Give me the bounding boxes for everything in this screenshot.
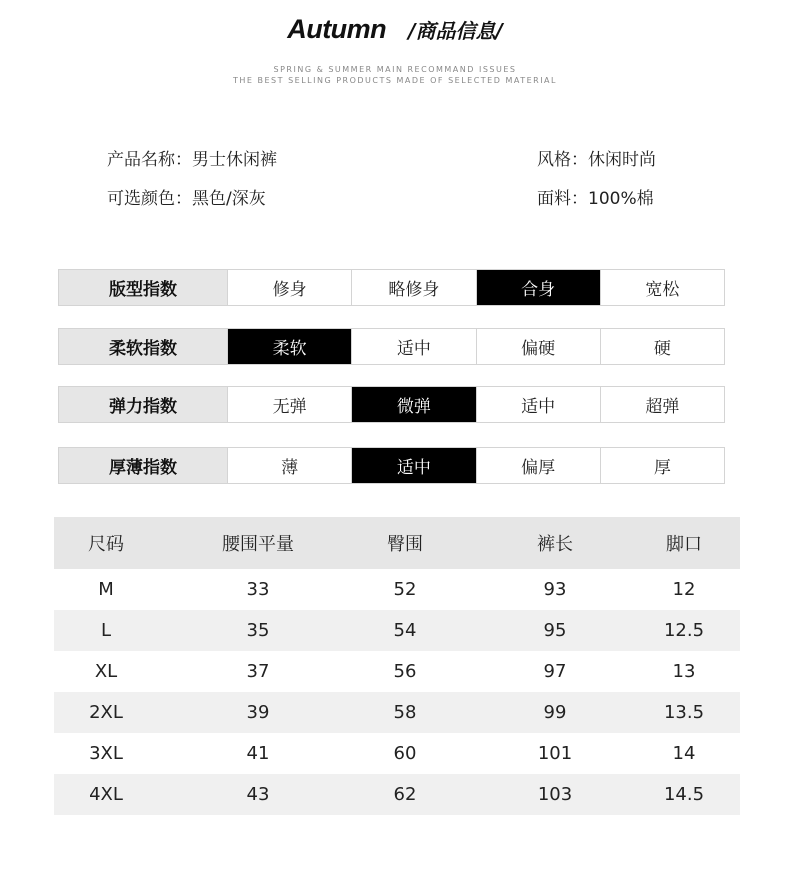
table-cell: 62 <box>393 784 417 805</box>
index-row <box>58 447 725 484</box>
index-label: 柔软指数 <box>59 329 227 364</box>
index-label: 弹力指数 <box>59 387 227 422</box>
table-cell: 14.5 <box>663 784 705 805</box>
title-autumn: Autumn <box>287 14 387 44</box>
table-cell: M <box>98 579 114 600</box>
table-cell: 95 <box>543 620 567 641</box>
table-cell: 2XL <box>89 702 123 723</box>
table-cell: XL <box>94 661 118 682</box>
table-cell: 101 <box>537 743 573 764</box>
product-colors: 可选颜色：黑色/深灰 <box>107 189 266 209</box>
table-cell: 13.5 <box>663 702 705 723</box>
table-row <box>54 774 740 815</box>
table-cell: 56 <box>393 661 417 682</box>
table-header-cell: 脚口 <box>666 534 702 555</box>
index-option: 硬 <box>600 329 724 364</box>
table-header-cell: 臀围 <box>387 534 423 555</box>
index-option: 偏硬 <box>476 329 600 364</box>
table-cell: 97 <box>543 661 567 682</box>
table-cell: 54 <box>393 620 417 641</box>
table-cell: L <box>100 620 112 641</box>
table-cell: 93 <box>543 579 567 600</box>
product-fabric: 面料：100%棉 <box>537 189 654 209</box>
index-option: 薄 <box>227 448 351 483</box>
index-label: 厚薄指数 <box>59 448 227 483</box>
size-table <box>54 517 740 815</box>
index-row <box>58 269 725 306</box>
table-cell: 103 <box>537 784 573 805</box>
index-option: 厚 <box>600 448 724 483</box>
table-header-cell: 腰围平量 <box>222 534 294 555</box>
table-cell: 52 <box>393 579 417 600</box>
table-row <box>54 610 740 651</box>
table-cell: 41 <box>246 743 270 764</box>
table-cell: 33 <box>246 579 270 600</box>
index-option: 无弹 <box>227 387 351 422</box>
title-product-info: /商品信息/ <box>408 19 503 43</box>
table-cell: 37 <box>246 661 270 682</box>
index-label: 版型指数 <box>59 270 227 305</box>
table-cell: 3XL <box>89 743 123 764</box>
tagline-secondary: THE BEST SELLING PRODUCTS MADE OF SELECTED MATERIAL <box>233 76 557 85</box>
table-cell: 99 <box>543 702 567 723</box>
table-cell: 14 <box>672 743 696 764</box>
table-row <box>54 692 740 733</box>
table-header-cell: 裤长 <box>537 534 573 555</box>
index-option: 偏厚 <box>476 448 600 483</box>
table-cell: 35 <box>246 620 270 641</box>
table-row <box>54 651 740 692</box>
table-cell: 4XL <box>89 784 123 805</box>
index-option: 超弹 <box>600 387 724 422</box>
table-cell: 12.5 <box>663 620 705 641</box>
index-option: 修身 <box>227 270 351 305</box>
index-option-selected: 合身 <box>476 270 600 305</box>
index-option-selected: 微弹 <box>351 387 475 422</box>
table-cell: 58 <box>393 702 417 723</box>
table-header-cell: 尺码 <box>88 534 124 555</box>
table-cell: 12 <box>672 579 696 600</box>
page-title <box>0 14 790 45</box>
table-header-row <box>54 517 740 569</box>
table-row <box>54 733 740 774</box>
index-row <box>58 386 725 423</box>
tagline-primary: SPRING & SUMMER MAIN RECOMMAND ISSUES <box>273 65 517 74</box>
product-name: 产品名称：男士休闲裤 <box>107 150 277 170</box>
index-option: 略修身 <box>351 270 475 305</box>
table-cell: 13 <box>672 661 696 682</box>
table-cell: 60 <box>393 743 417 764</box>
table-cell: 39 <box>246 702 270 723</box>
index-option: 适中 <box>476 387 600 422</box>
table-row <box>54 569 740 610</box>
index-option: 宽松 <box>600 270 724 305</box>
product-style: 风格：休闲时尚 <box>537 150 656 170</box>
index-option: 适中 <box>351 329 475 364</box>
index-option-selected: 适中 <box>351 448 475 483</box>
index-row <box>58 328 725 365</box>
table-cell: 43 <box>246 784 270 805</box>
index-option-selected: 柔软 <box>227 329 351 364</box>
